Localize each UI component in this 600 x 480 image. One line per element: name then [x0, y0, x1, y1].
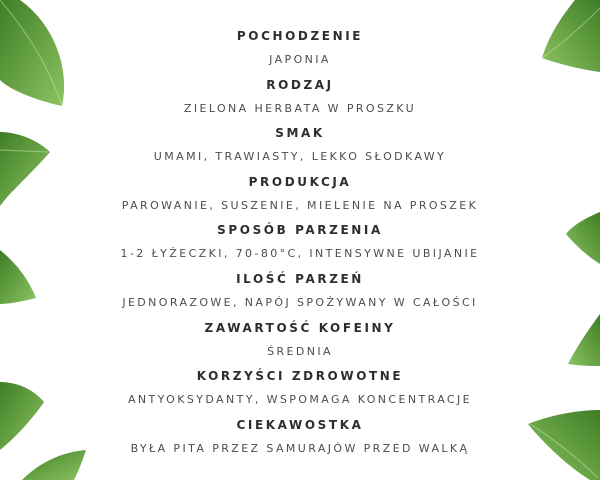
brewing-method-label: SPOSÓB PARZENIA: [217, 223, 383, 238]
taste-value: UMAMI, TRAWIASTY, LEKKO SŁODKAWY: [153, 150, 447, 164]
fun-fact-value: BYŁA PITA PRZEZ SAMURAJÓW PRZED WALKĄ: [130, 441, 470, 455]
fun-fact-label: CIEKAWOSTKA: [236, 417, 364, 432]
caffeine-value: ŚREDNIA: [267, 344, 333, 358]
brewing-method-value: 1-2 ŁYŻECZKI, 70-80°C, INTENSYWNE UBIJANIE: [120, 247, 480, 261]
origin-label: POCHODZENIE: [236, 29, 364, 43]
type-value: ZIELONA HERBATA W PROSZKU: [183, 101, 417, 115]
infusions-count-value: JEDNORAZOWE, NAPÓJ SPOŻYWANY W CAŁOŚCI: [122, 295, 478, 309]
origin-value: JAPONIA: [269, 53, 331, 66]
caffeine-label: ZAWARTOŚĆ KOFEINY: [204, 320, 396, 335]
tea-info-list: [0, 24, 600, 461]
production-value: PAROWANIE, SUSZENIE, MIELENIE NA PROSZEK: [121, 198, 479, 212]
health-benefits-label: KORZYŚCI ZDROWOTNE: [196, 369, 404, 384]
infusions-count-label: ILOŚĆ PARZEŃ: [236, 271, 364, 286]
taste-label: SMAK: [275, 126, 325, 141]
health-benefits-value: ANTYOKSYDANTY, WSPOMAGA KONCENTRACJE: [127, 393, 473, 407]
production-label: PRODUKCJA: [248, 174, 352, 189]
type-label: RODZAJ: [266, 77, 334, 92]
